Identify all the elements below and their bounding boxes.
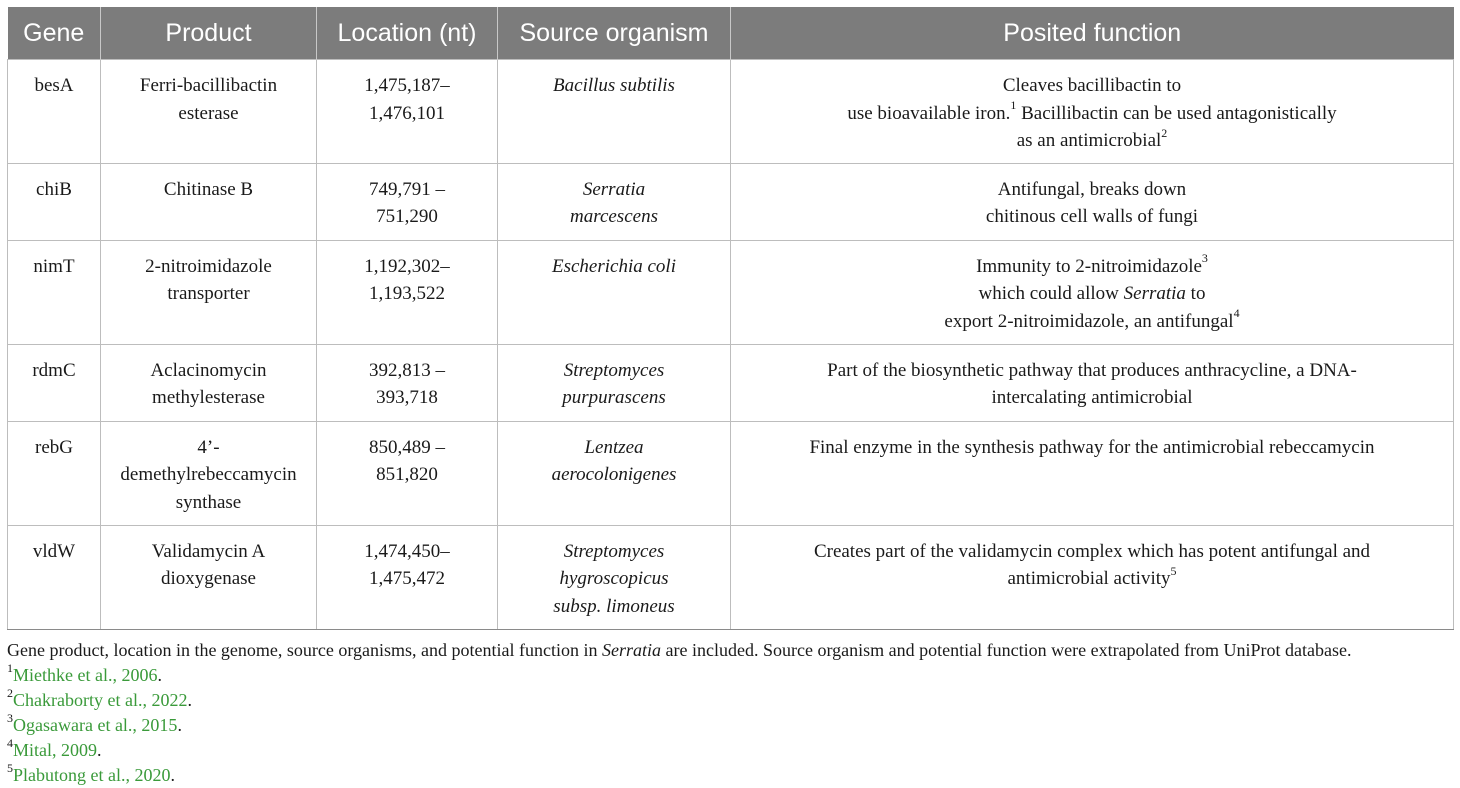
cell-product: 2-nitroimidazole transporter (101, 240, 317, 344)
table-caption: Gene product, location in the genome, source organisms, and potential function in Serratia are included. Source organism and potential function were extrapolated from UniProt database. (7, 639, 1352, 660)
cell-gene: rdmC (8, 344, 101, 421)
header-posited-function: Posited function (731, 7, 1454, 60)
cell-product: 4’- demethylrebeccamycin synthase (101, 421, 317, 525)
footnote-marker: 5 (1170, 563, 1177, 578)
reference-note: $^1$Miethke et al., 2006. (7, 660, 162, 685)
cell-location: 1,474,450– 1,475,472 (317, 525, 498, 629)
cell-function: Immunity to 2-nitroimidazole$^3$ which could allow Serratia to export 2-nitroimidazole, an antifungal$^4$ (731, 240, 1454, 344)
cell-product: Ferri-bacillibactin esterase (101, 60, 317, 164)
table-row (8, 344, 1454, 421)
reference-note: $^4$Mital, 2009. (7, 735, 102, 760)
cell-location: 850,489 – 851,820 (317, 421, 498, 525)
table-row (8, 163, 1454, 240)
cell-source: Serratia marcescens (498, 163, 731, 240)
header-source-organism: Source organism (498, 7, 731, 60)
cell-gene: besA (8, 60, 101, 164)
footnote-marker: 3 (1201, 251, 1208, 266)
reference-note: $^5$Plabutong et al., 2020. (7, 760, 175, 785)
gene-table (7, 7, 1454, 630)
footnote-marker: 2 (1161, 125, 1168, 140)
reference-link[interactable]: Chakraborty et al., 2022 (13, 689, 188, 710)
header-gene: Gene (8, 7, 101, 60)
table-container (7, 7, 1453, 788)
cell-function: Cleaves bacillibactin to use bioavailable iron.$^1$ Bacillibactin can be used antagonistically as an antimicrobial$^2$ (731, 60, 1454, 164)
table-row (8, 60, 1454, 164)
reference-note: $^3$Ogasawara et al., 2015. (7, 710, 182, 735)
cell-source: Streptomyces hygroscopicus subsp. limoneus (498, 525, 731, 629)
cell-gene: chiB (8, 163, 101, 240)
cell-source: Streptomyces purpurascens (498, 344, 731, 421)
reference-link[interactable]: Mital, 2009 (13, 739, 97, 760)
cell-location: 392,813 – 393,718 (317, 344, 498, 421)
cell-function: Part of the biosynthetic pathway that produces anthracycline, a DNA- intercalating antimicrobial (731, 344, 1454, 421)
reference-link[interactable]: Miethke et al., 2006 (13, 664, 158, 685)
cell-source: Escherichia coli (498, 240, 731, 344)
cell-function: Final enzyme in the synthesis pathway for the antimicrobial rebeccamycin (731, 421, 1454, 525)
reference-note: $^2$Chakraborty et al., 2022. (7, 685, 192, 710)
cell-function: Creates part of the validamycin complex which has potent antifungal and antimicrobial activity$^5$ (731, 525, 1454, 629)
header-product: Product (101, 7, 317, 60)
table-row (8, 240, 1454, 344)
header-location: Location (nt) (317, 7, 498, 60)
cell-source: Bacillus subtilis (498, 60, 731, 164)
cell-gene: rebG (8, 421, 101, 525)
cell-source: Lentzea aerocolonigenes (498, 421, 731, 525)
table-header (8, 7, 1454, 60)
reference-link[interactable]: Plabutong et al., 2020 (13, 764, 171, 785)
cell-product: Chitinase B (101, 163, 317, 240)
table-row (8, 525, 1454, 629)
cell-product: Aclacinomycin methylesterase (101, 344, 317, 421)
footnote-marker: 1 (1010, 98, 1017, 113)
cell-product: Validamycin A dioxygenase (101, 525, 317, 629)
cell-location: 1,192,302– 1,193,522 (317, 240, 498, 344)
table-footnotes (7, 638, 1453, 788)
reference-link[interactable]: Ogasawara et al., 2015 (13, 714, 178, 735)
cell-location: 749,791 – 751,290 (317, 163, 498, 240)
cell-function: Antifungal, breaks down chitinous cell walls of fungi (731, 163, 1454, 240)
cell-gene: nimT (8, 240, 101, 344)
cell-gene: vldW (8, 525, 101, 629)
table-row (8, 421, 1454, 525)
cell-location: 1,475,187– 1,476,101 (317, 60, 498, 164)
footnote-marker: 4 (1233, 306, 1240, 321)
